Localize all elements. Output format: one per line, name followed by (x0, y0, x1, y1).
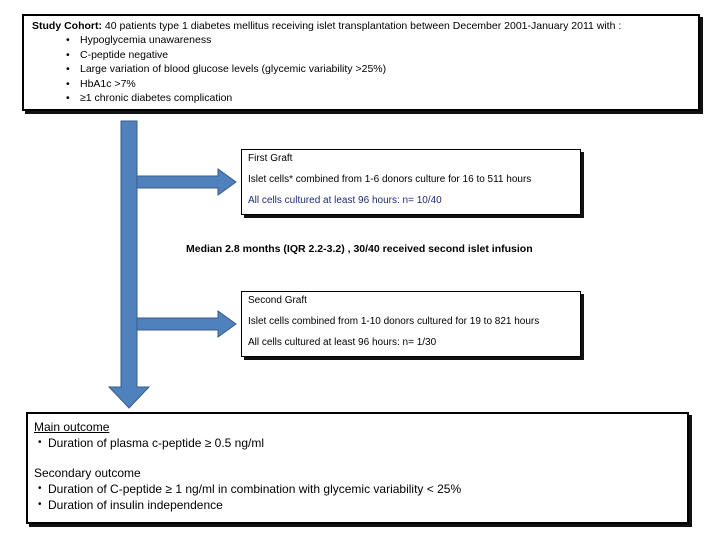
secondary-outcome-title: Secondary outcome (34, 466, 141, 480)
criterion-item: • C-peptide negative (80, 48, 690, 62)
secondary-outcome-list (34, 481, 681, 513)
first-graft-cultured (248, 195, 574, 207)
median-interval-text: Median 2.8 months (IQR 2.2-3.2) , 30/40 received second islet infusion (186, 243, 533, 255)
cohort-lead-text: 40 patients type 1 diabetes mellitus receiving islet transplantation between December 2001-January 2011 with : (102, 20, 622, 32)
main-down-arrow (109, 121, 149, 408)
second-graft-cultured (248, 337, 574, 349)
cohort-criteria-list (32, 33, 690, 105)
study-cohort-box (22, 14, 700, 111)
main-outcome-item: • Duration of plasma c-peptide ≥ 0.5 ng/ml (48, 435, 681, 451)
first-graft-cultured-prefix: All cells cultured at least 96 hours: n= (248, 195, 417, 206)
main-outcome-title: Main outcome (34, 420, 110, 434)
secondary-outcome-item: • Duration of insulin independence (48, 497, 681, 513)
main-outcome-list (34, 435, 681, 451)
cohort-lead (32, 19, 690, 33)
second-graft-cultured-prefix: All cells cultured at least 96 hours: n= (248, 337, 417, 348)
first-graft-box (241, 149, 581, 215)
criterion-item: • Large variation of blood glucose levels (glycemic variability >25%) (80, 62, 690, 76)
branch-arrow-first-graft (137, 169, 236, 195)
second-graft-cultured-value: 1/30 (416, 337, 437, 348)
second-graft-title: Second Graft (248, 295, 307, 306)
criterion-item: • HbA1c >7% (80, 77, 690, 91)
second-graft-box (241, 291, 581, 357)
first-graft-detail: Islet cells* combined from 1-6 donors culture for 16 to 511 hours (248, 174, 532, 185)
criterion-item: • ≥1 chronic diabetes complication (80, 91, 690, 105)
branch-arrow-second-graft (137, 311, 236, 337)
first-graft-title: First Graft (248, 153, 293, 164)
first-graft-cultured-value: 10/40 (416, 195, 442, 206)
secondary-outcome-item: • Duration of C-peptide ≥ 1 ng/ml in combination with glycemic variability < 25% (48, 481, 681, 497)
criterion-item: • Hypoglycemia unawareness (80, 33, 690, 47)
second-graft-detail: Islet cells combined from 1-10 donors cultured for 19 to 821 hours (248, 316, 540, 327)
cohort-lead-label: Study Cohort: (32, 20, 102, 32)
outcomes-box (26, 412, 689, 524)
